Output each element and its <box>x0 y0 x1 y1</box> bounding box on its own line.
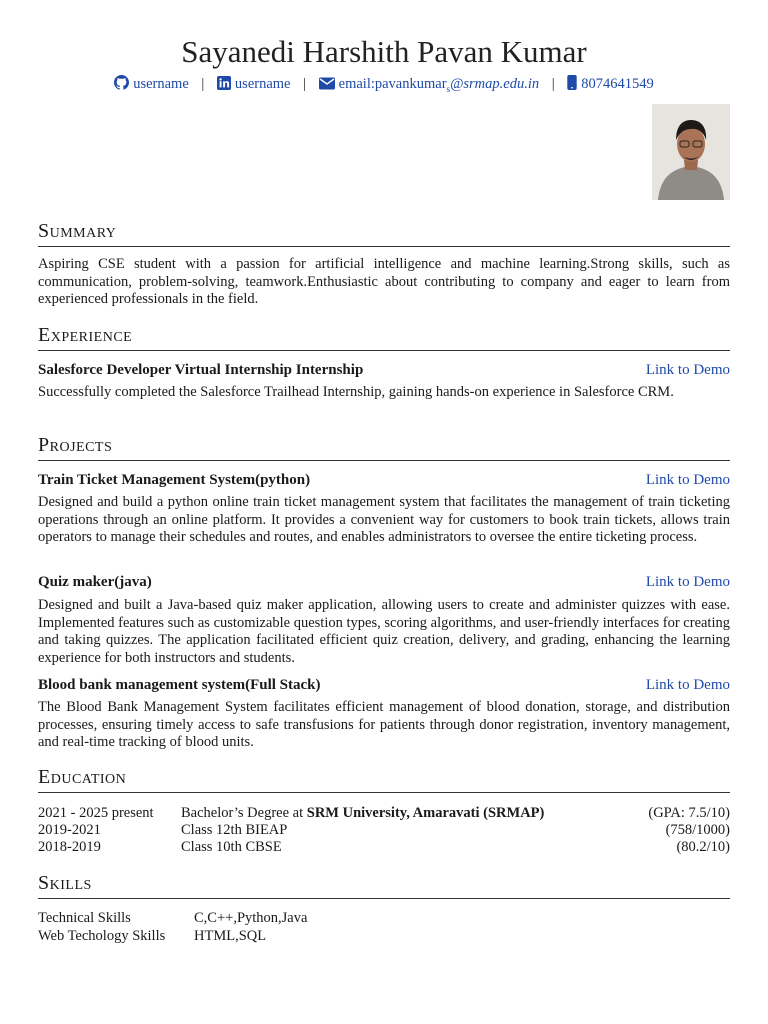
skill-value: C,C++,Python,Java <box>194 910 308 926</box>
phone-number: 8074641549 <box>581 76 654 92</box>
profile-photo <box>652 104 730 200</box>
github-icon <box>114 75 129 95</box>
phone-link[interactable] <box>567 76 654 92</box>
skills-heading: Skills <box>38 872 730 899</box>
experience-title: Salesforce Developer Virtual Internship Internship <box>38 362 364 378</box>
projects-heading: Projects <box>38 434 730 461</box>
experience-heading: Experience <box>38 324 730 351</box>
contact-bar <box>38 75 730 95</box>
education-years: 2019-2021 <box>38 822 101 838</box>
github-link[interactable] <box>114 76 192 92</box>
education-score: (758/1000) <box>665 822 730 838</box>
candidate-name: Sayanedi Harshith Pavan Kumar <box>181 34 587 69</box>
education-score: (80.2/10) <box>676 839 730 855</box>
project-demo-link[interactable]: Link to Demo <box>645 677 730 693</box>
skill-value: HTML,SQL <box>194 928 267 944</box>
experience-demo-link[interactable]: Link to Demo <box>645 362 730 378</box>
email-text-sub: s <box>446 83 451 94</box>
summary-text: Aspiring CSE student with a passion for artificial intelligence and machine learning.Strong skills, such as communication, problem-solving, teamwork.Enthusiastic about contributing to company and eager to learn from experienced professionals in the field. <box>38 256 730 307</box>
linkedin-link[interactable] <box>217 76 294 92</box>
education-degree: Class 12th BIEAP <box>181 822 288 838</box>
phone-icon <box>567 75 577 95</box>
project-title: Quiz maker(java) <box>38 574 152 590</box>
linkedin-username: username <box>234 76 291 92</box>
project-title: Train Ticket Management System(python) <box>38 472 311 488</box>
education-heading: Education <box>38 766 730 793</box>
project-description: The Blood Bank Management System facilitates efficient management of blood donation, storage, and distribution processes, ensuring timely access to safe transfusions for patients through donor registration, inventory management, and real-time tracking of blood units. <box>38 699 730 750</box>
separator: | <box>551 76 555 92</box>
summary-heading: Summary <box>38 220 730 247</box>
linkedin-icon <box>217 76 231 95</box>
education-degree: Bachelor’s Degree at SRM University, Amaravati (SRMAP) <box>181 805 545 821</box>
github-username: username <box>133 76 189 92</box>
email-link[interactable] <box>319 76 543 92</box>
email-text-main: email:pavankumar <box>338 76 447 92</box>
project-title: Blood bank management system(Full Stack) <box>38 677 321 693</box>
skill-label: Web Techology Skills <box>38 928 166 944</box>
separator: | <box>201 76 205 92</box>
experience-description: Successfully completed the Salesforce Trailhead Internship, gaining hands-on experience in Salesforce CRM. <box>38 384 674 400</box>
education-degree: Class 10th CBSE <box>181 839 282 855</box>
education-institution: SRM University, Amaravati (SRMAP) <box>306 805 545 821</box>
envelope-icon <box>319 77 335 95</box>
separator: | <box>303 76 307 92</box>
email-domain: @srmap.edu.in <box>450 76 540 92</box>
education-years: 2018-2019 <box>38 839 101 855</box>
project-demo-link[interactable]: Link to Demo <box>645 574 730 590</box>
skill-label: Technical Skills <box>38 910 131 926</box>
project-description: Designed and build a python online train ticket management system that facilitates the management of train ticketing operations through an online platform. It provides a convenient way for customers to book train tickets, allows train operators to manage their schedules and routes, and enables administrators to oversee the entire ticketing process. <box>38 494 730 545</box>
education-years: 2021 - 2025 present <box>38 805 154 821</box>
project-description: Designed and built a Java-based quiz maker application, allowing users to create and administer quizzes with ease. Implemented features such as customizable question types, scoring algorithms, and user-friendly interfaces for creating and taking quizzes. The application facilitated efficient quiz creation, delivery, and grading, enhancing the learning experience for both instructors and students. <box>38 597 730 666</box>
project-demo-link[interactable]: Link to Demo <box>645 472 730 488</box>
education-score: (GPA: 7.5/10) <box>648 805 730 821</box>
